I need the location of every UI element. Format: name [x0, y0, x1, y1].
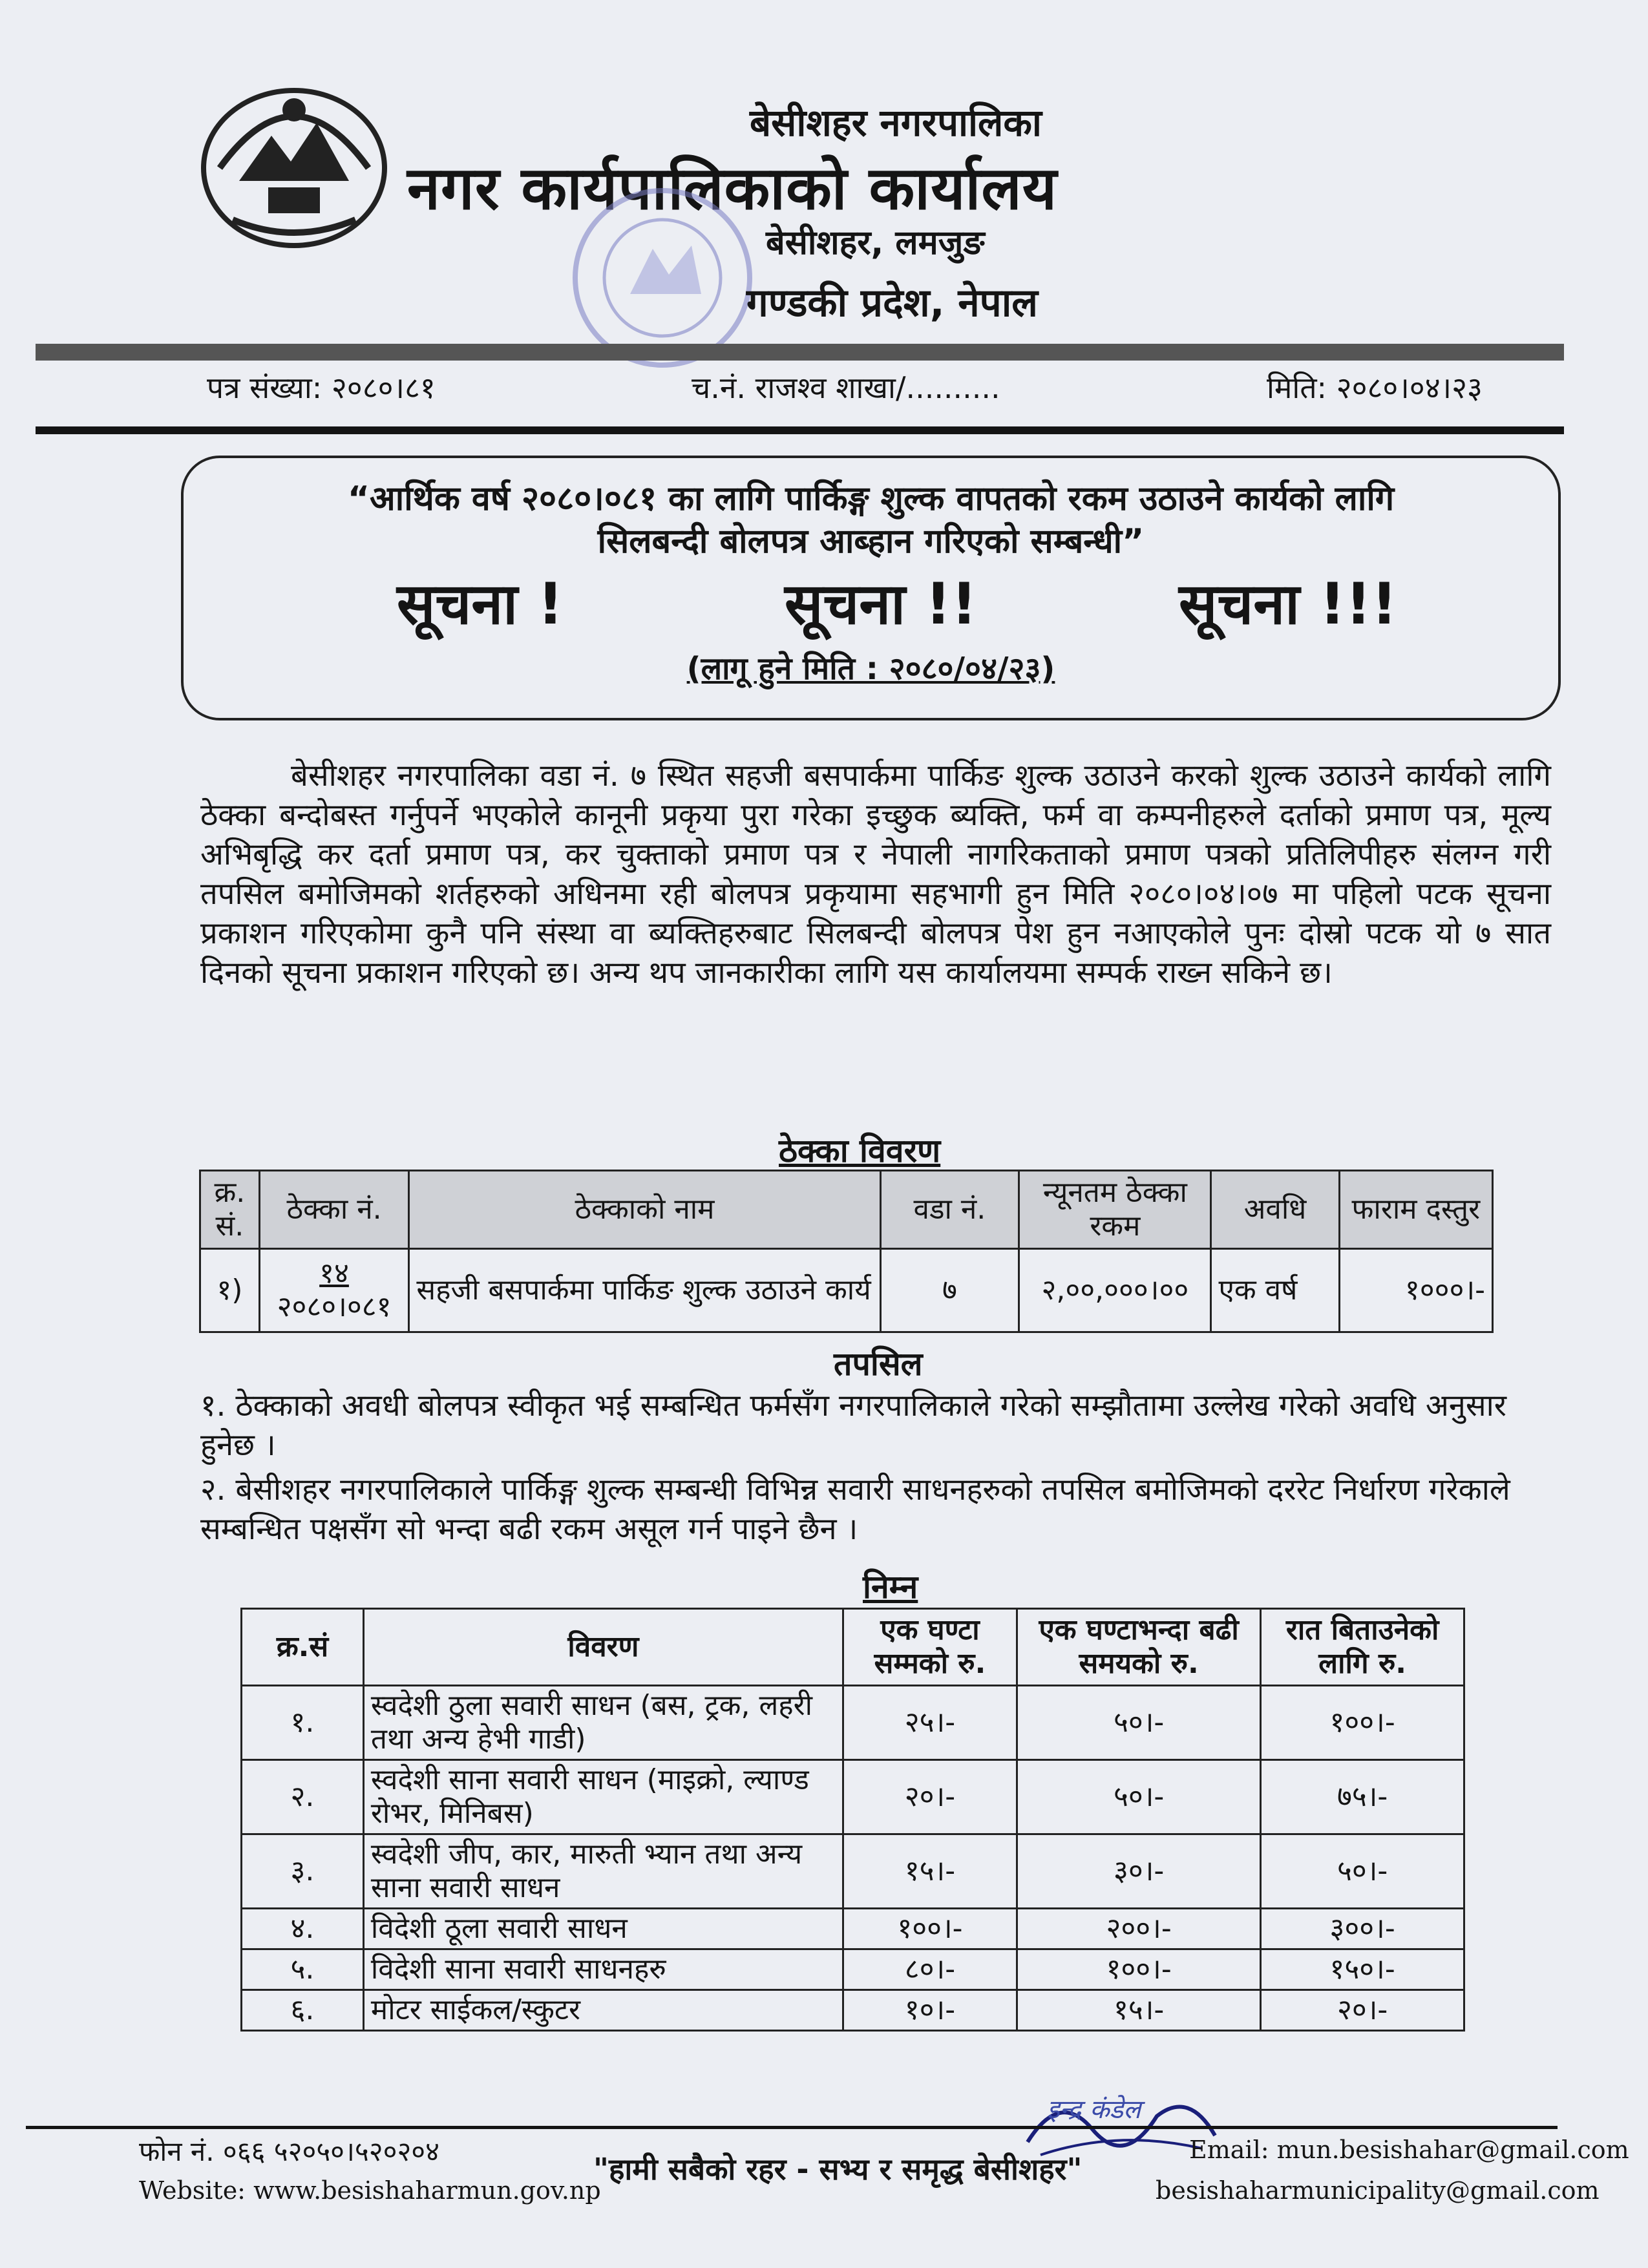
footer-website[interactable]: Website: www.besishaharmun.gov.np: [139, 2176, 601, 2205]
table-cell: १००।-: [1017, 1949, 1260, 1990]
cell-sn: १): [200, 1249, 260, 1332]
footer-phone: फोन नं. ०६६ ५२०५०।५२०२०४: [139, 2136, 439, 2167]
cell-contract-no: [259, 1249, 409, 1332]
col-header: फाराम दस्तुर: [1339, 1171, 1492, 1249]
signature-name: इन्द्र कंडेल: [1047, 2095, 1141, 2125]
table-row: [242, 1834, 1464, 1909]
tapsil-point-2: २. बेसीशहर नगरपालिकाले पार्किङ्ग शुल्क सम्बन्धी विभिन्न सवारी साधनहरुको तपसिल बमोजिमको दररेट निर्धारण गरेकाले सम्बन्धित पक्षसँग सो भन्दा बढी रकम असूल गर्न पाइने छैन ।: [200, 1472, 1510, 1547]
table-cell: स्वदेशी ठुला सवारी साधन (बस, ट्रक, लहरी तथा अन्य हेभी गाडी): [363, 1686, 843, 1760]
reference-row: [207, 367, 1532, 412]
table-cell: १००।-: [1261, 1686, 1464, 1760]
table-cell: ४.: [242, 1909, 364, 1949]
notice-box: [181, 456, 1561, 720]
col-header: अवधि: [1211, 1171, 1339, 1249]
table-cell: ५०।-: [1017, 1686, 1260, 1760]
tapsil-heading: तपसिल: [834, 1345, 923, 1383]
table-row: [200, 1249, 1493, 1332]
col-header: ठेक्का नं.: [259, 1171, 409, 1249]
table-header-row: [200, 1171, 1493, 1249]
table-cell: १००।-: [843, 1909, 1017, 1949]
table-row: [242, 1686, 1464, 1760]
body-paragraph: बेसीशहर नगरपालिका वडा नं. ७ स्थित सहजी बसपार्कमा पार्किङ शुल्क उठाउने करको शुल्क उठाउने कार्यको लागि ठेक्का बन्दोबस्त गर्नुपर्ने भएकोले कानूनी प्रकृया पुरा गरेका इच्छुक ब्यक्ति, फर्म वा कम्पनीहरुले दर्ताको प्रमाण पत्र, मूल्य अभिबृद्धि कर दर्ता प्रमाण पत्र, कर चुक्ताको प्रमाण पत्र र नेपाली नागरिकताको प्रमाण पत्रको प्रतिलिपीहरु संलग्न गरी तपसिल बमोजिमको शर्तहरुको अधिनमा रही बोलपत्र प्रकृयामा सहभागी हुन मिति २०८०।०४।०७ मा पहिलो पटक सूचना प्रकाशन गरिएकोमा कुनै पनि संस्था वा ब्यक्तिहरुबाट सिलबन्दी बोलपत्र पेश हुन नआएकोले पुनः दोस्रो पटक यो ७ सात दिनको सूचना प्रकाशन गरिएको छ। अन्य थप जानकारीका लागि यस कार्यालयमा सम्पर्क राख्न सकिने छ।: [200, 758, 1551, 991]
notice-title-row: [184, 563, 1558, 647]
col-header: एक घण्टा सम्मको रु.: [843, 1609, 1017, 1686]
table-row: [242, 1949, 1464, 1990]
letter-number: पत्र संख्या: २०८०।८१: [207, 370, 436, 405]
table-cell: २०।-: [843, 1760, 1017, 1834]
table-cell: १.: [242, 1686, 364, 1760]
table-cell: ३.: [242, 1834, 364, 1909]
col-header: एक घण्टाभन्दा बढी समयको रु.: [1017, 1609, 1260, 1686]
footer-divider: [26, 2126, 1558, 2129]
footer-slogan: "हामी सबैको रहर - सभ्य र समृद्ध बेसीशहर": [593, 2152, 1083, 2187]
col-header: रात बिताउनेको लागि रु.: [1261, 1609, 1464, 1686]
municipality-name: बेसीशहर नगरपालिका: [750, 101, 1042, 145]
table-header-row: [242, 1609, 1464, 1686]
rate-table-body: [242, 1686, 1464, 2031]
footer-email-2[interactable]: besishaharmunicipality@gmail.com: [1156, 2176, 1600, 2205]
notice-title-1: सूचना !: [397, 571, 564, 637]
cell-amount: २,००,०००।००: [1019, 1249, 1211, 1332]
col-header: क्र.सं: [242, 1609, 364, 1686]
table-cell: २००।-: [1017, 1909, 1260, 1949]
cell-fee: १०००।-: [1339, 1249, 1492, 1332]
col-header: वडा नं.: [880, 1171, 1019, 1249]
contract-table: [199, 1170, 1494, 1333]
contract-no-bottom: २०८०।०८१: [277, 1290, 392, 1323]
contract-table-heading: ठेक्का विवरण: [779, 1132, 941, 1170]
notice-subject: [184, 478, 1558, 563]
table-row: [242, 1990, 1464, 2031]
table-cell: ८०।-: [843, 1949, 1017, 1990]
table-cell: ६.: [242, 1990, 364, 2031]
letter-date: मिति: २०८०।०४।२३: [1267, 370, 1483, 405]
contract-no-top: १४: [319, 1257, 349, 1290]
nepal-emblem-icon: [194, 71, 394, 252]
rate-table-heading: निम्न: [863, 1568, 918, 1606]
table-cell: ५०।-: [1017, 1760, 1260, 1834]
subject-line-2: सिलबन्दी बोलपत्र आब्हान गरिएको सम्बन्धी”: [597, 522, 1145, 561]
table-cell: १५।-: [1017, 1990, 1260, 2031]
table-cell: २.: [242, 1760, 364, 1834]
table-cell: ३०।-: [1017, 1834, 1260, 1909]
table-row: [242, 1760, 1464, 1834]
col-header: न्यूनतम ठेक्का रकम: [1019, 1171, 1211, 1249]
footer-email-1[interactable]: Email: mun.besishahar@gmail.com: [1189, 2136, 1629, 2164]
cell-duration: एक वर्ष: [1211, 1249, 1339, 1332]
cell-ward: ७: [880, 1249, 1019, 1332]
table-cell: १०।-: [843, 1990, 1017, 2031]
table-cell: ५.: [242, 1949, 364, 1990]
effective-date: (लागू हुने मिति : २०८०/०४/२३): [686, 651, 1055, 687]
table-cell: स्वदेशी जीप, कार, मारुती भ्यान तथा अन्य साना सवारी साधन: [363, 1834, 843, 1909]
table-cell: १५०।-: [1261, 1949, 1464, 1990]
table-cell: १५।-: [843, 1834, 1017, 1909]
table-cell: ५०।-: [1261, 1834, 1464, 1909]
table-cell: ३००।-: [1261, 1909, 1464, 1949]
table-row: [242, 1909, 1464, 1949]
province-country: गण्डकी प्रदेश, नेपाल: [746, 280, 1038, 326]
table-cell: स्वदेशी साना सवारी साधन (माइक्रो, ल्याण्ड रोभर, मिनिबस): [363, 1760, 843, 1834]
office-name: नगर कार्यपालिकाको कार्यालय: [407, 154, 1058, 223]
cell-contract-name: सहजी बसपार्कमा पार्किङ शुल्क उठाउने कार्य: [409, 1249, 880, 1332]
notice-title-2: सूचना !!: [785, 571, 977, 637]
table-cell: विदेशी साना सवारी साधनहरु: [363, 1949, 843, 1990]
rate-table: [240, 1608, 1465, 2032]
dispatch-number: च.नं. राजश्व शाखा/..........: [692, 370, 1000, 405]
notice-title-3: सूचना !!!: [1179, 571, 1398, 637]
tapsil-point-1: १. ठेक्काको अवधी बोलपत्र स्वीकृत भई सम्बन्धित फर्मसँग नगरपालिकाले गरेको सम्झौतामा उल्लेख गरेको अवधि अनुसार हुनेछ ।: [200, 1388, 1507, 1463]
header-divider-thick: [36, 344, 1564, 361]
col-header: विवरण: [363, 1609, 843, 1686]
table-cell: विदेशी ठूला सवारी साधन: [363, 1909, 843, 1949]
office-location: बेसीशहर, लमजुङ: [766, 224, 985, 262]
subject-line-1: “आर्थिक वर्ष २०८०।०८१ का लागि पार्किङ्ग शुल्क वापतको रकम उठाउने कार्यको लागि: [347, 479, 1395, 518]
header-divider: [36, 426, 1564, 434]
col-header: क्र. सं.: [200, 1171, 260, 1249]
table-cell: २५।-: [843, 1686, 1017, 1760]
table-cell: मोटर साईकल/स्कुटर: [363, 1990, 843, 2031]
col-header: ठेक्काको नाम: [409, 1171, 880, 1249]
table-cell: ७५।-: [1261, 1760, 1464, 1834]
table-cell: २०।-: [1261, 1990, 1464, 2031]
